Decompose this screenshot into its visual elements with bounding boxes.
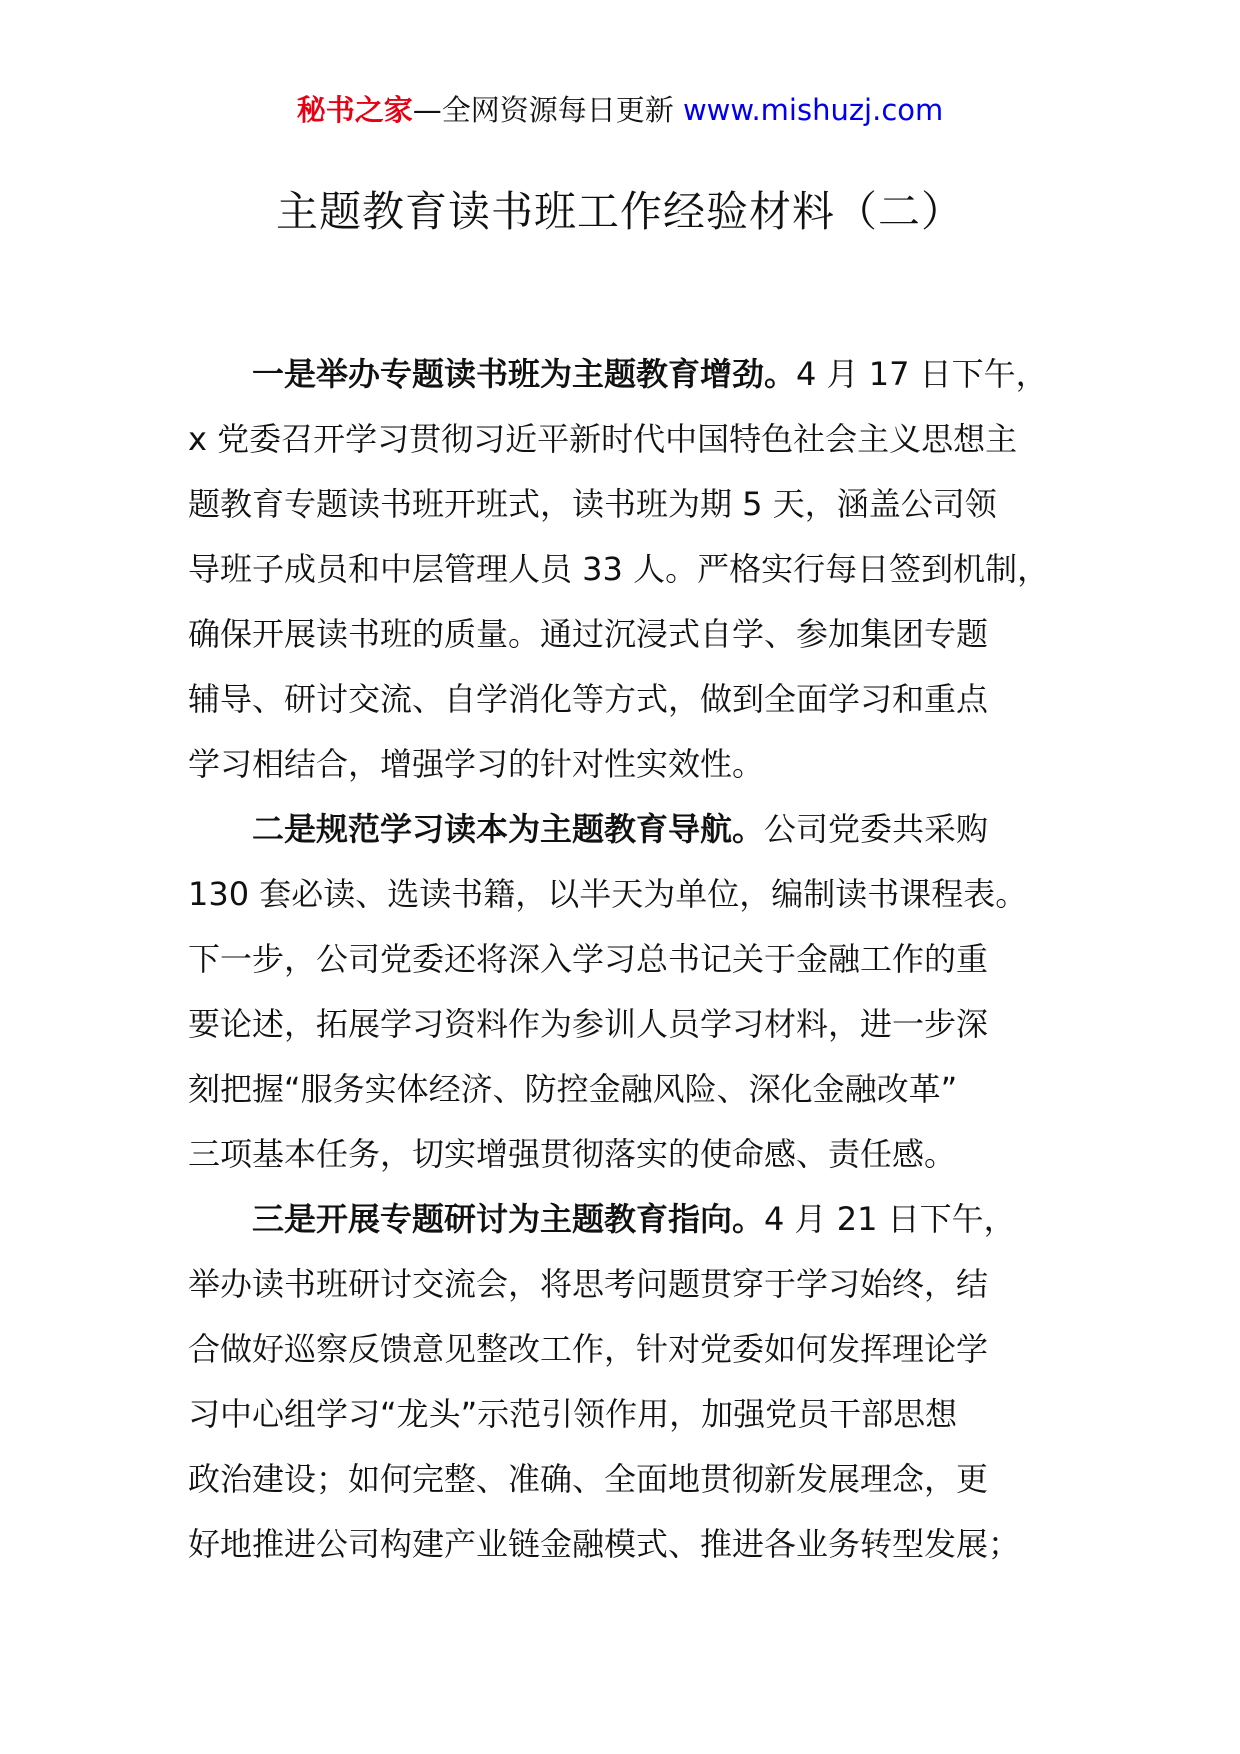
paragraph-text: 公司党委共采购 — [764, 810, 989, 848]
paragraph-line: 题教育专题读书班开班式，读书班为期 5 天，涵盖公司领 — [188, 485, 997, 523]
paragraph-line: 举办读书班研讨交流会，将思考问题贯穿于学习始终，结 — [188, 1265, 989, 1303]
paragraph-lead: 一是举办专题读书班为主题教育增劲。 — [252, 355, 797, 393]
paragraph-line: 下一步，公司党委还将深入学习总书记关于金融工作的重 — [188, 940, 989, 978]
paragraph-1 — [188, 342, 1088, 797]
paragraph-first-line — [188, 797, 1088, 862]
paragraph-line: 学习相结合，增强学习的针对性实效性。 — [188, 745, 765, 783]
document-body — [188, 342, 1088, 1577]
paragraph-line: 合做好巡察反馈意见整改工作，针对党委如何发挥理论学 — [188, 1330, 989, 1368]
site-header — [0, 84, 1240, 136]
paragraph-line: 辅导、研讨交流、自学消化等方式，做到全面学习和重点 — [188, 680, 989, 718]
paragraph-line: 刻把握“服务实体经济、防控金融风险、深化金融改革” — [188, 1070, 958, 1108]
paragraph-line: 导班子成员和中层管理人员 33 人。严格实行每日签到机制， — [188, 550, 1050, 588]
paragraph-text: 4 月 17 日下午， — [796, 355, 1048, 393]
paragraph-line: 确保开展读书班的质量。通过沉浸式自学、参加集团专题 — [188, 615, 989, 653]
site-url-link[interactable]: www.mishuzj.com — [682, 93, 944, 127]
paragraph-first-line — [188, 342, 1088, 407]
paragraph-line: 130 套必读、选读书籍，以半天为单位，编制读书课程表。 — [188, 875, 1028, 913]
site-brand: 秘书之家 — [296, 93, 413, 127]
document-title: 主题教育读书班工作经验材料（二） — [275, 187, 964, 236]
paragraph-lead: 二是规范学习读本为主题教育导航。 — [252, 810, 765, 848]
paragraph-line: 要论述，拓展学习资料作为参训人员学习材料，进一步深 — [188, 1005, 989, 1043]
paragraph-line: 三项基本任务，切实增强贯彻落实的使命感、责任感。 — [188, 1135, 957, 1173]
paragraph-line: x 党委召开学习贯彻习近平新时代中国特色社会主义思想主 — [188, 420, 1018, 458]
site-slogan: —全网资源每日更新 — [412, 93, 683, 127]
paragraph-line: 好地推进公司构建产业链金融模式、推进各业务转型发展； — [188, 1525, 1021, 1563]
paragraph-line: 习中心组学习“龙头”示范引领作用，加强党员干部思想 — [188, 1395, 958, 1433]
paragraph-2 — [188, 797, 1088, 1187]
paragraph-first-line — [188, 1187, 1088, 1252]
paragraph-lead: 三是开展专题研讨为主题教育指向。 — [252, 1200, 765, 1238]
paragraph-text: 4 月 21 日下午， — [764, 1200, 1016, 1238]
paragraph-line: 政治建设；如何完整、准确、全面地贯彻新发展理念，更 — [188, 1460, 989, 1498]
paragraph-3 — [188, 1187, 1088, 1577]
